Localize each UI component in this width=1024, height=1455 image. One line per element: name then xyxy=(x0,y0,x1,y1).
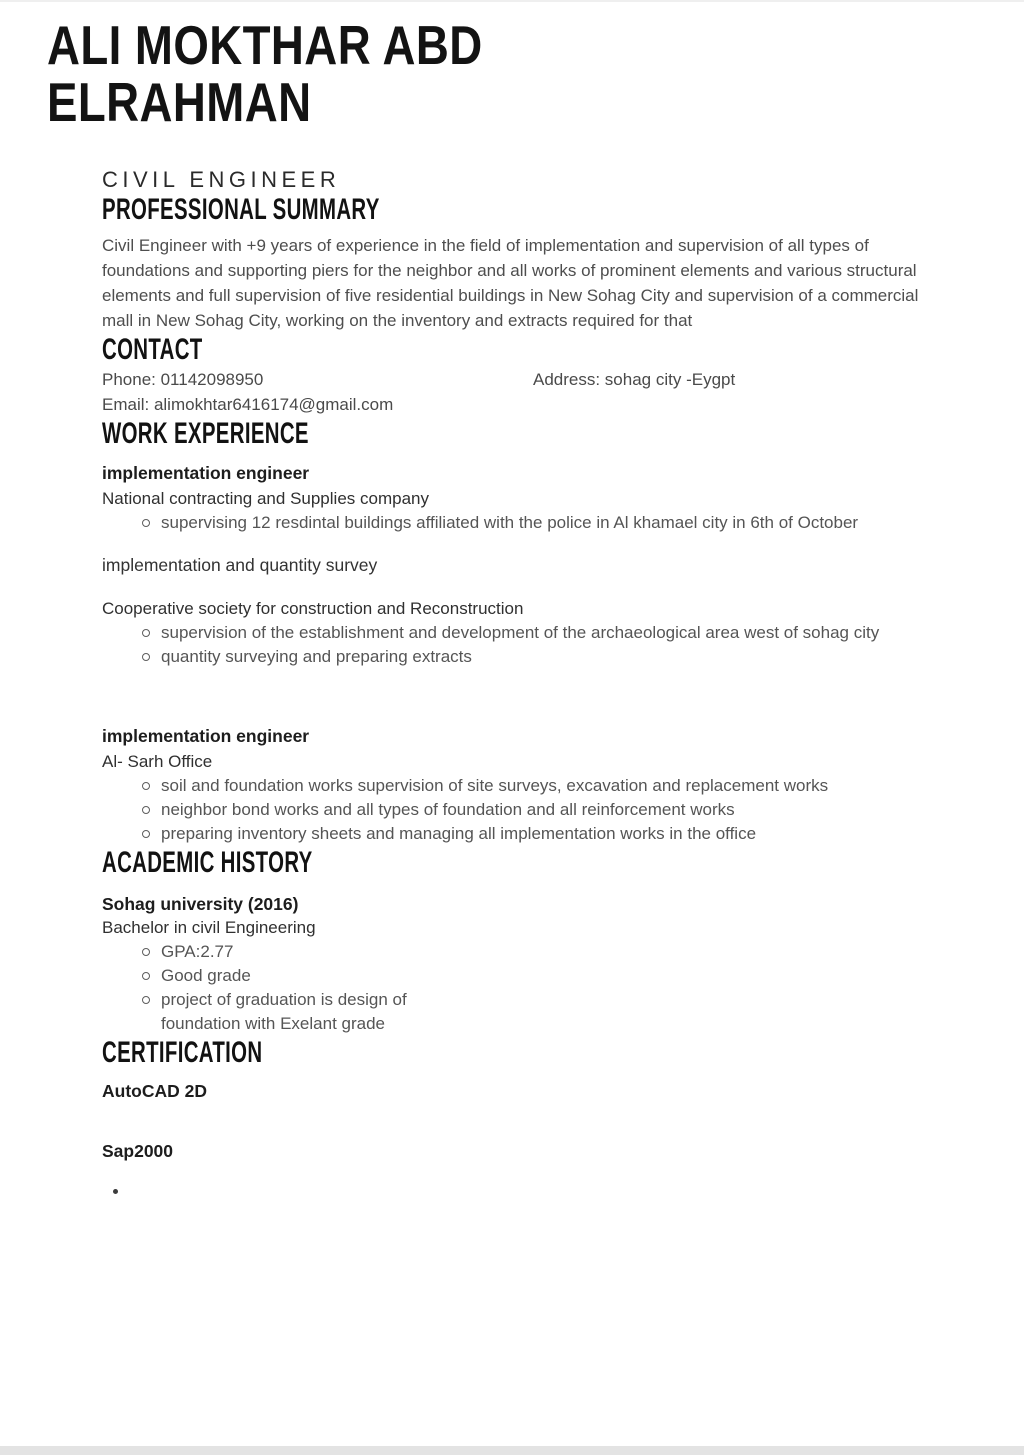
contact-address: Address: sohag city -Eygpt xyxy=(533,370,736,389)
certification-section xyxy=(102,1036,938,1163)
job-company: Cooperative society for construction and Reconstruction xyxy=(102,599,524,618)
job-company: National contracting and Supplies company xyxy=(102,489,429,508)
candidate-name-line2: ELRAHMAN xyxy=(47,71,312,133)
bullet-ring-icon xyxy=(142,519,150,527)
job-entry xyxy=(102,553,938,669)
professional-summary-section xyxy=(102,193,938,333)
contact-row-2 xyxy=(102,392,938,417)
academic-bullet: Good grade xyxy=(102,964,938,988)
job-title: implementation engineer xyxy=(102,463,310,483)
job-bullet-list xyxy=(102,774,938,846)
candidate-job-title: CIVIL ENGINEER xyxy=(102,167,341,192)
candidate-name-line1: ALI MOKTHAR ABD xyxy=(47,14,483,76)
degree-name: Bachelor in civil Engineering xyxy=(102,918,316,937)
academic-bullet: project of graduation is design of foundation with Exelant grade xyxy=(102,988,938,1036)
certification-heading: CERTIFICATION xyxy=(102,1036,263,1069)
candidate-name xyxy=(47,14,787,133)
contact-section xyxy=(102,333,938,417)
academic-history-heading: ACADEMIC HISTORY xyxy=(102,846,313,879)
top-edge-divider xyxy=(0,0,1024,2)
job-entry xyxy=(102,461,938,535)
work-experience-heading: WORK EXPERIENCE xyxy=(102,417,309,450)
contact-row-1 xyxy=(102,367,938,392)
job-bullet-list xyxy=(102,511,938,535)
job-bullet: supervising 12 resdintal buildings affiliated with the police in Al khamael city in 6th of October xyxy=(102,511,938,535)
bullet-ring-icon xyxy=(142,782,150,790)
bullet-ring-icon xyxy=(142,948,150,956)
bullet-ring-icon xyxy=(142,996,150,1004)
certification-item: AutoCAD 2D xyxy=(102,1081,207,1101)
contact-phone: Phone: 01142098950 xyxy=(102,370,264,389)
job-entry xyxy=(102,724,938,846)
professional-summary-heading: PROFESSIONAL SUMMARY xyxy=(102,193,380,226)
stray-bullet-dot xyxy=(113,1189,118,1194)
contact-heading: CONTACT xyxy=(102,333,203,366)
bullet-ring-icon xyxy=(142,972,150,980)
certification-item: Sap2000 xyxy=(102,1141,174,1161)
contact-email: Email: alimokhtar6416174@gmail.com xyxy=(102,395,394,414)
job-bullet: supervision of the establishment and development of the archaeological area west of sohag city xyxy=(102,621,938,645)
job-bullet: quantity surveying and preparing extracts xyxy=(102,645,938,669)
bullet-ring-icon xyxy=(142,653,150,661)
job-bullet: preparing inventory sheets and managing all implementation works in the office xyxy=(102,822,938,846)
school-name: Sohag university (2016) xyxy=(102,894,299,914)
work-experience-section xyxy=(102,417,938,846)
job-title: implementation engineer xyxy=(102,726,310,746)
job-company: Al- Sarh Office xyxy=(102,752,213,771)
academic-history-section xyxy=(102,846,938,1036)
bullet-ring-icon xyxy=(142,830,150,838)
job-bullet: soil and foundation works supervision of site surveys, excavation and replacement works xyxy=(102,774,938,798)
bullet-ring-icon xyxy=(142,806,150,814)
academic-bullet-list xyxy=(102,940,938,1036)
professional-summary-text: Civil Engineer with +9 years of experience in the field of implementation and supervision of all types of foundations and supporting piers for the neighbor and all works of prominent elements and various structural elements and full supervision of five residential buildings in New Sohag City and supervision of a commercial mall in New Sohag City, working on the inventory and extracts required for that xyxy=(102,236,919,330)
job-title: implementation and quantity survey xyxy=(102,555,378,575)
bullet-ring-icon xyxy=(142,629,150,637)
job-bullet-list xyxy=(102,621,938,669)
bottom-edge-bar xyxy=(0,1446,1024,1455)
academic-bullet: GPA:2.77 xyxy=(102,940,938,964)
resume-header xyxy=(47,14,938,193)
job-bullet: neighbor bond works and all types of foundation and all reinforcement works xyxy=(102,798,938,822)
